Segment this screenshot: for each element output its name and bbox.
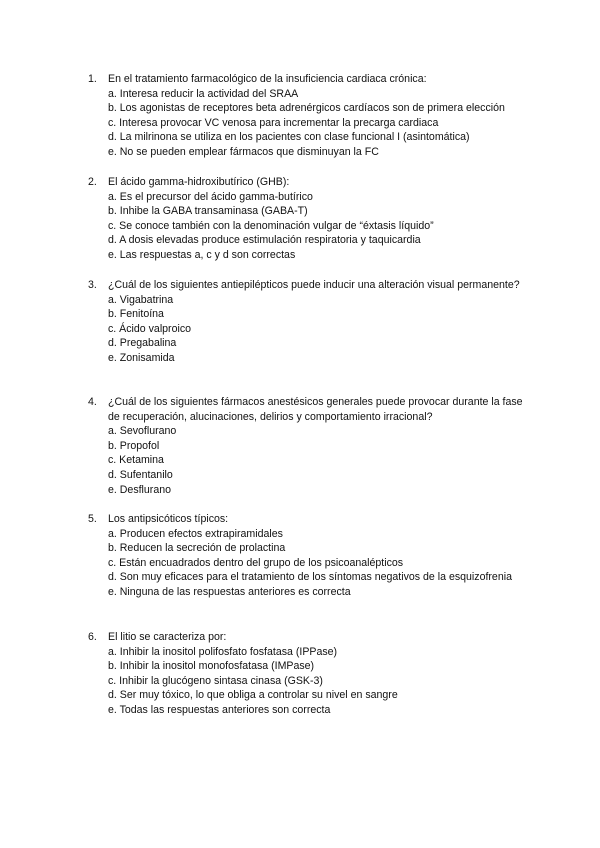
question-number: 6. [88, 631, 97, 643]
option-d: d. La milrinona se utiliza en los pacientes con clase funcional I (asintomática) [108, 131, 470, 144]
question-stem: ¿Cuál de los siguientes antiepilépticos puede inducir una alteración visual permanente? [108, 279, 520, 291]
question-number: 5. [88, 513, 97, 525]
question-3 [88, 278, 528, 366]
option-a: a. Interesa reducir la actividad del SRAA [108, 87, 299, 100]
option-a: a. Es el precursor del ácido gamma-butírico [108, 190, 313, 203]
option-c: c. Inhibir la glucógeno sintasa cinasa (GSK-3) [108, 674, 323, 687]
question-number: 1. [88, 73, 97, 85]
option-d: d. Ser muy tóxico, lo que obliga a controlar su nivel en sangre [108, 689, 398, 702]
option-b: b. Inhibir la inositol monofosfatasa (IMPase) [108, 660, 315, 673]
option-a: a. Vigabatrina [108, 293, 174, 306]
question-number: 4. [88, 396, 97, 408]
option-c: c. Ketamina [108, 454, 164, 467]
option-c: c. Se conoce también con la denominación vulgar de “éxtasis líquido” [108, 219, 434, 232]
option-e: e. Zonisamida [108, 351, 175, 364]
option-c: c. Ácido valproico [108, 322, 192, 335]
option-b: b. Fenitoína [108, 308, 164, 321]
option-e: e. Desflurano [108, 483, 172, 496]
question-4 [88, 395, 528, 497]
question-stem: Los antipsicóticos típicos: [108, 513, 229, 525]
option-d: d. Sufentanilo [108, 468, 173, 481]
question-stem: El litio se caracteriza por: [108, 631, 227, 643]
question-5 [88, 512, 528, 600]
question-1 [88, 72, 528, 160]
option-a: a. Producen efectos extrapiramidales [108, 527, 283, 540]
option-e: e. Ninguna de las respuestas anteriores es correcta [108, 585, 351, 598]
option-e: e. Las respuestas a, c y d son correctas [108, 248, 296, 261]
question-number: 3. [88, 279, 97, 291]
option-e: e. Todas las respuestas anteriores son correcta [108, 703, 331, 716]
option-b: b. Los agonistas de receptores beta adrenérgicos cardíacos son de primera elección [108, 102, 505, 115]
option-e: e. No se pueden emplear fármacos que disminuyan la FC [108, 145, 379, 158]
question-6 [88, 630, 528, 718]
question-stem: En el tratamiento farmacológico de la insuficiencia cardiaca crónica: [108, 73, 427, 85]
question-2 [88, 175, 528, 263]
option-d: d. Pregabalina [108, 337, 177, 350]
question-number: 2. [88, 176, 97, 188]
option-a: a. Sevoflurano [108, 425, 177, 438]
question-stem: El ácido gamma-hidroxibutírico (GHB): [108, 176, 290, 188]
option-d: d. Son muy eficaces para el tratamiento de los síntomas negativos de la esquizofrenia [108, 571, 512, 584]
option-c: c. Están encuadrados dentro del grupo de los psicoanalépticos [108, 556, 404, 569]
option-c: c. Interesa provocar VC venosa para incrementar la precarga cardiaca [108, 116, 439, 129]
option-b: b. Inhibe la GABA transaminasa (GABA-T) [108, 205, 308, 218]
option-b: b. Reducen la secreción de prolactina [108, 542, 286, 555]
option-b: b. Propofol [108, 439, 160, 452]
option-a: a. Inhibir la inositol polifosfato fosfatasa (IPPase) [108, 645, 338, 658]
question-stem: ¿Cuál de los siguientes fármacos anestésicos generales puede provocar durante la fase de recuperación, alucinaciones, delirios y comportamiento irracional? [108, 396, 523, 423]
option-d: d. A dosis elevadas produce estimulación respiratoria y taquicardia [108, 234, 421, 247]
